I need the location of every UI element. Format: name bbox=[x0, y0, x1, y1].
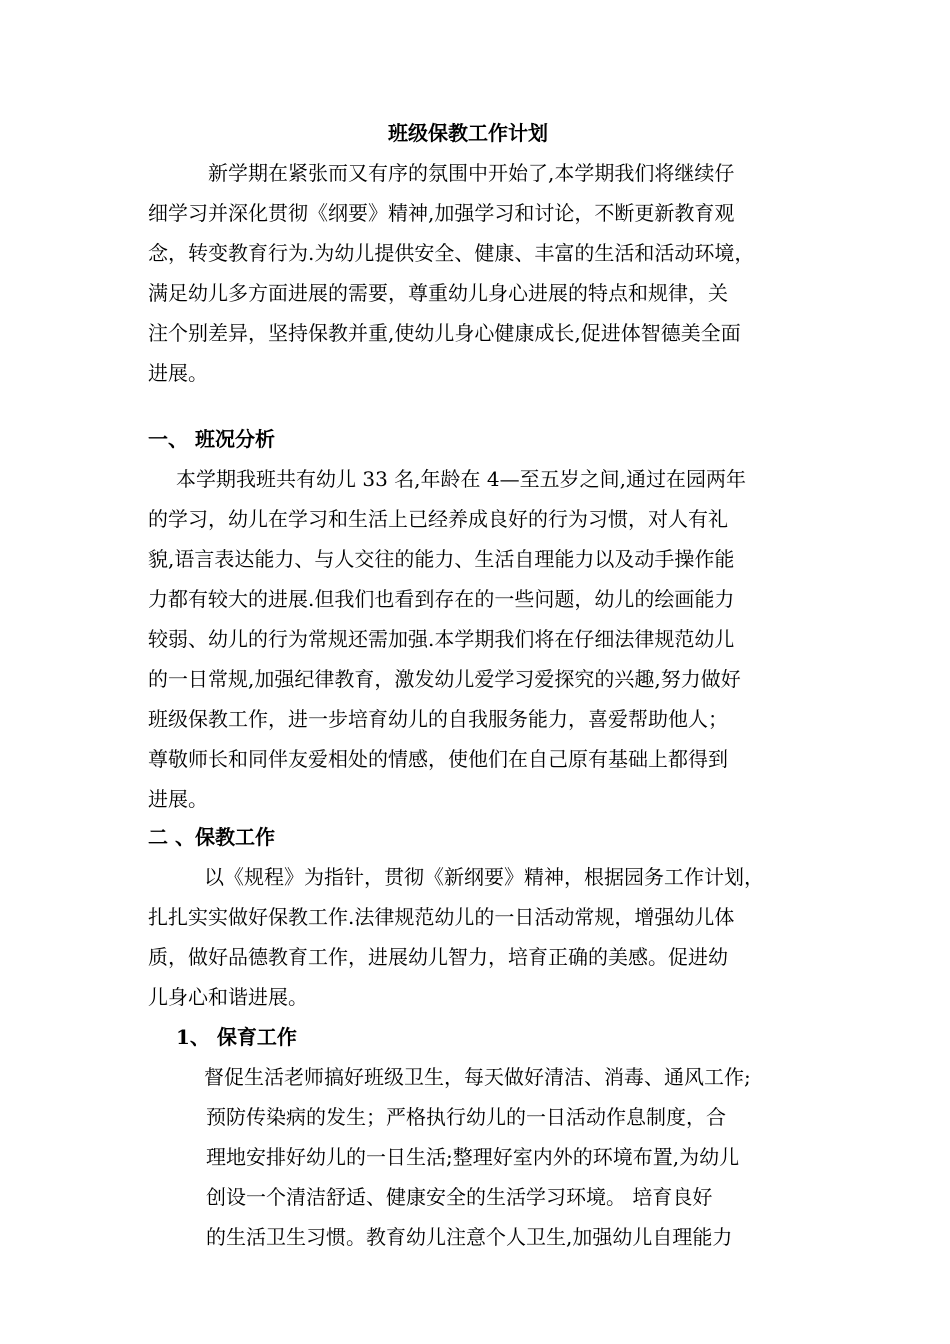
intro-line: 细学习并深化贯彻《纲要》精神,加强学习和讨论，不断更新教育观 bbox=[148, 201, 735, 225]
section-heading-class-analysis: 一、 班况分析 bbox=[148, 427, 275, 451]
intro-line: 进展。 bbox=[148, 361, 208, 385]
paragraph-line: 扎扎实实做好保教工作.法律规范幼儿的一日活动常规，增强幼儿体 bbox=[148, 905, 735, 929]
paragraph-line: 较弱、幼儿的行为常规还需加强.本学期我们将在仔细法律规范幼儿 bbox=[148, 627, 735, 651]
paragraph-line: 儿身心和谐进展。 bbox=[148, 985, 308, 1009]
paragraph-line: 预防传染病的发生；严格执行幼儿的一日活动作息制度，合 bbox=[206, 1105, 726, 1129]
subsection-heading-care-work: 1、 保育工作 bbox=[176, 1025, 297, 1049]
paragraph-line: 的生活卫生习惯。教育幼儿注意个人卫生,加强幼儿自理能力 bbox=[206, 1225, 733, 1249]
paragraph-line: 力都有较大的进展.但我们也看到存在的一些问题，幼儿的绘画能力 bbox=[148, 587, 735, 611]
paragraph-line: 的一日常规,加强纪律教育，激发幼儿爱学习爱探究的兴趣,努力做好 bbox=[148, 667, 741, 691]
section-heading-education-work: 二 、保教工作 bbox=[148, 825, 275, 849]
paragraph-line: 质，做好品德教育工作，进展幼儿智力，培育正确的美感。促进幼 bbox=[148, 945, 728, 969]
paragraph-line: 创设一个清洁舒适、健康安全的生活学习环境。 培育良好 bbox=[206, 1185, 713, 1209]
intro-line: 新学期在紧张而又有序的氛围中开始了,本学期我们将继续仔 bbox=[208, 161, 735, 185]
intro-line: 满足幼儿多方面进展的需要，尊重幼儿身心进展的特点和规律，关 bbox=[148, 281, 728, 305]
paragraph-line: 本学期我班共有幼儿 33 名,年龄在 4—至五岁之间,通过在园两年 bbox=[176, 467, 746, 491]
paragraph-line: 的学习，幼儿在学习和生活上已经养成良好的行为习惯，对人有礼 bbox=[148, 507, 728, 531]
paragraph-line: 理地安排好幼儿的一日生活;整理好室内外的环境布置,为幼儿 bbox=[206, 1145, 740, 1169]
paragraph-line: 以《规程》为指针，贯彻《新纲要》精神，根据园务工作计划， bbox=[204, 865, 764, 889]
paragraph-line: 尊敬师长和同伴友爱相处的情感，使他们在自己原有基础上都得到 bbox=[148, 747, 728, 771]
intro-line: 注个别差异，坚持保教并重,使幼儿身心健康成长,促进体智德美全面 bbox=[148, 321, 741, 345]
paragraph-line: 貌,语言表达能力、与人交往的能力、生活自理能力以及动手操作能 bbox=[148, 547, 735, 571]
paragraph-line: 班级保教工作，进一步培育幼儿的自我服务能力，喜爱帮助他人； bbox=[148, 707, 728, 731]
document-title: 班级保教工作计划 bbox=[388, 121, 548, 145]
paragraph-line: 督促生活老师搞好班级卫生，每天做好清洁、消毒、通风工作; bbox=[204, 1065, 751, 1089]
intro-line: 念，转变教育行为.为幼儿提供安全、健康、丰富的生活和活动环境， bbox=[148, 241, 755, 265]
paragraph-line: 进展。 bbox=[148, 787, 208, 811]
